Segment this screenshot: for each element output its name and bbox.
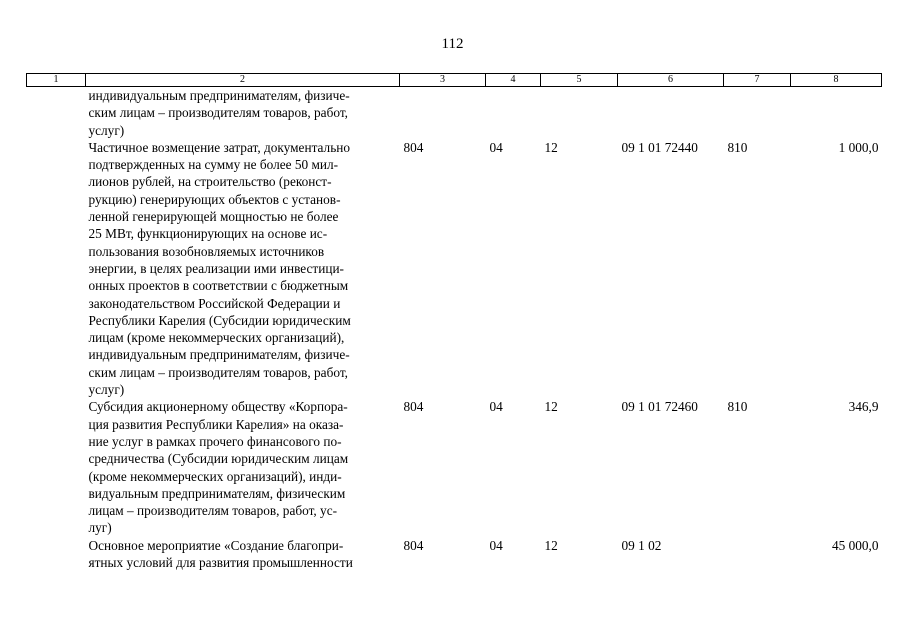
column-number-8: 8	[791, 74, 882, 87]
name-line: средничества (Субсидии юридическим лицам	[88, 451, 349, 467]
cell-target-article: 09 1 01 72440	[621, 139, 698, 155]
cell-section	[486, 87, 541, 139]
cell-section: 04	[489, 139, 503, 155]
cell-ministry-code: 804	[403, 537, 424, 553]
column-number-7: 7	[724, 74, 791, 87]
cell-amount: 346,9	[848, 399, 879, 415]
row-name	[86, 398, 400, 536]
name-line: ние услуг в рамках прочего финансового по-	[88, 433, 342, 449]
cell-subsection	[541, 87, 618, 139]
table-row	[27, 398, 882, 536]
name-line: подтвержденных на сумму не более 50 мил-	[88, 157, 339, 173]
cell-section: 04	[489, 537, 503, 553]
cell-expense-type: 810	[727, 399, 748, 415]
table-row	[27, 87, 882, 139]
name-line: Республики Карелия (Субсидии юридическим	[88, 312, 351, 328]
cell-expense-type: 810	[727, 139, 748, 155]
name-line: луг)	[88, 520, 112, 536]
cell-empty	[27, 398, 86, 536]
name-line: Основное мероприятие «Создание благопри-	[88, 537, 344, 553]
name-line: лицам – производителям товаров, работ, ус-	[88, 503, 338, 519]
cell-amount: 1 000,0	[838, 139, 879, 155]
name-line: индивидуальным предпринимателям, физиче-	[88, 347, 350, 363]
row-name	[86, 537, 400, 572]
table-row	[27, 139, 882, 398]
cell-subsection: 12	[544, 399, 558, 415]
cell-empty	[27, 87, 86, 139]
name-line: (кроме некоммерческих организаций), инди-	[88, 468, 342, 484]
name-line: ятных условий для развития промышленности	[88, 555, 353, 571]
name-line: индивидуальным предпринимателям, физиче-	[88, 88, 350, 103]
cell-amount: 45 000,0	[831, 537, 879, 553]
page-number: 112	[441, 36, 464, 52]
name-line: ция развития Республики Карелия» на оказа-	[88, 416, 344, 432]
column-number-5: 5	[541, 74, 618, 87]
name-line: энергии, в целях реализации ими инвестици-	[88, 260, 344, 276]
column-number-3: 3	[400, 74, 486, 87]
name-line: ским лицам – производителям товаров, работ,	[88, 364, 348, 380]
column-number-6: 6	[618, 74, 724, 87]
column-number-2: 2	[86, 74, 400, 87]
cell-target-article: 09 1 02	[621, 537, 662, 553]
column-number-4: 4	[486, 74, 541, 87]
cell-target-article: 09 1 01 72460	[621, 399, 698, 415]
cell-empty	[27, 139, 86, 398]
column-number-1: 1	[27, 74, 86, 87]
row-name	[86, 139, 400, 398]
name-line: ленной генерирующей мощностью не более	[88, 209, 339, 225]
name-line: 25 МВт, функционирующих на основе ис-	[88, 226, 328, 242]
name-line: лионов рублей, на строительство (реконст-	[88, 174, 332, 190]
name-line: услуг)	[88, 382, 125, 398]
cell-ministry-code: 804	[403, 139, 424, 155]
name-line: ским лицам – производителям товаров, работ,	[88, 105, 348, 121]
table-row	[27, 537, 882, 572]
cell-expense-type	[724, 87, 791, 139]
cell-ministry-code	[400, 87, 486, 139]
cell-subsection: 12	[544, 537, 558, 553]
name-line: рукцию) генерирующих объектов с установ-	[88, 191, 341, 207]
cell-expense-type	[724, 537, 791, 572]
cell-empty	[27, 537, 86, 572]
name-line: видуальным предпринимателям, физическим	[88, 485, 346, 501]
column-number-row	[27, 74, 882, 87]
budget-table	[26, 73, 882, 571]
cell-amount	[791, 87, 882, 139]
cell-target-article	[618, 87, 724, 139]
cell-ministry-code: 804	[403, 399, 424, 415]
name-line: онных проектов в соответствии с бюджетным	[88, 278, 349, 294]
name-line: законодательством Российской Федерации и	[88, 295, 341, 311]
cell-subsection: 12	[544, 139, 558, 155]
name-line: лицам (кроме некоммерческих организаций),	[88, 330, 345, 346]
cell-section: 04	[489, 399, 503, 415]
name-line: услуг)	[88, 122, 125, 138]
row-name	[86, 87, 400, 139]
name-line: Частичное возмещение затрат, документально	[88, 139, 351, 155]
name-line: Субсидия акционерному обществу «Корпора-	[88, 399, 348, 415]
name-line: пользования возобновляемых источников	[88, 243, 325, 259]
